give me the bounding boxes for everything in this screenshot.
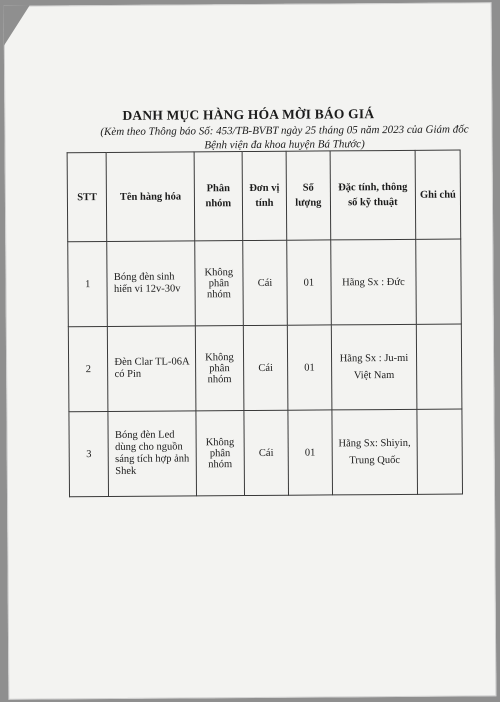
header-unit: Đơn vị tính [242,151,287,240]
cell-unit: Cái [243,325,287,410]
header-note: Ghi chú [415,150,461,239]
cell-unit: Cái [244,410,288,495]
cell-name: Đèn Clar TL-06A có Pin [108,326,196,412]
cell-group: Không phân nhóm [195,326,244,411]
cell-name: Bóng đèn sinh hiển vi 12v-30v [107,241,195,327]
header-spec: Đặc tính, thông số kỹ thuật [330,150,416,240]
table-header-row [67,150,461,242]
cell-note [416,324,462,409]
cell-note [417,409,463,494]
goods-table [67,150,463,498]
cell-qty: 01 [288,410,332,495]
cell-note [416,239,462,324]
cell-group: Không phân nhóm [196,411,245,496]
table-row [68,239,462,327]
cell-unit: Cái [243,240,287,325]
table-row [69,409,463,497]
cell-stt: 3 [69,411,109,496]
cell-spec: Hãng Sx: Shiyin, Trung Quốc [332,409,418,495]
cell-spec: Hãng Sx : Đức [331,239,417,325]
cell-name: Bóng đèn Led dùng cho nguồn sáng tích hợp ảnh Shek [108,411,196,497]
header-stt: STT [67,152,107,241]
folded-corner [4,6,30,46]
document-subtitle: (Kèm theo Thông báo Số: 453/TB-BVBT ngày 25 tháng 05 năm 2023 của Giám đốc Bệnh viện đa khoa huyện Bá Thước) [100,123,469,152]
header-group: Phân nhóm [194,152,243,241]
cell-qty: 01 [287,240,331,325]
table-row [68,324,462,412]
document-page [4,2,497,699]
document-title: DANH MỤC HÀNG HÓA MỜI BÁO GIÁ [122,106,375,123]
cell-stt: 2 [68,326,108,411]
header-qty: Số lượng [286,151,331,240]
cell-qty: 01 [287,325,331,410]
cell-group: Không phân nhóm [194,241,243,326]
header-name: Tên hàng hóa [107,152,195,242]
cell-spec: Hãng Sx : Ju-mi Việt Nam [331,324,417,410]
cell-stt: 1 [68,241,108,326]
